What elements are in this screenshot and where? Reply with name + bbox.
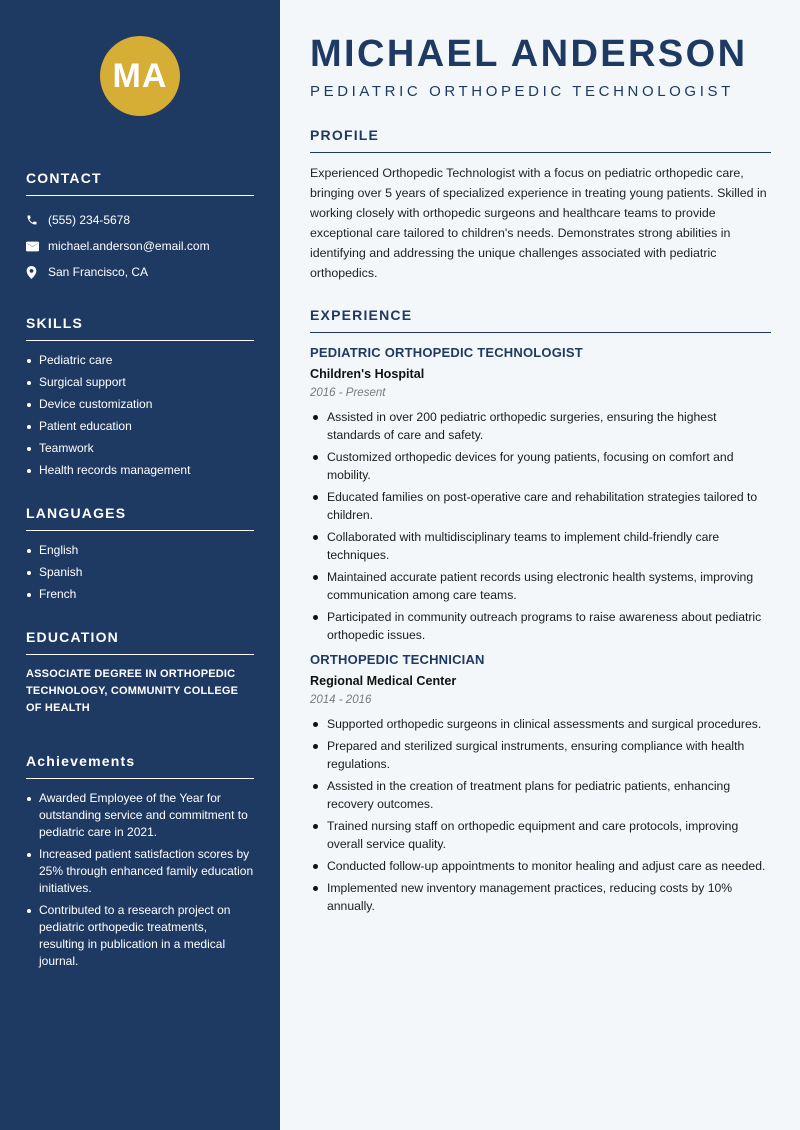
list-item: Health records management [26,462,254,479]
list-item: Assisted in the creation of treatment plans for pediatric patients, enhancing recovery outcomes. [310,777,771,813]
job-company: Children's Hospital [310,367,425,381]
avatar-initials: MA [112,56,168,95]
list-item: Maintained accurate patient records using electronic health systems, improving communication among care teams. [310,568,771,604]
list-item: Teamwork [26,440,254,457]
list-item: Supported orthopedic surgeons in clinical assessments and surgical procedures. [310,715,771,733]
profile-heading: PROFILE [310,127,771,153]
list-item: Pediatric care [26,352,254,369]
job-title: PEDIATRIC ORTHOPEDIC TECHNOLOGIST [310,345,583,360]
job-bullets [310,408,771,644]
email-icon [26,241,48,252]
contact-phone-text: (555) 234-5678 [48,213,131,227]
list-item: Spanish [26,564,254,581]
list-item: Implemented new inventory management practices, reducing costs by 10% annually. [310,879,771,915]
list-item: Increased patient satisfaction scores by 25% through enhanced family education initiatives. [26,846,254,897]
list-item: Assisted in over 200 pediatric orthopedic surgeries, ensuring the highest standards of care and safety. [310,408,771,444]
list-item: Customized orthopedic devices for young patients, focusing on comfort and mobility. [310,448,771,484]
list-item: Surgical support [26,374,254,391]
list-item: Collaborated with multidisciplinary teams to implement child-friendly care techniques. [310,528,771,564]
list-item: Conducted follow-up appointments to monitor healing and adjust care as needed. [310,857,771,875]
contact-email-text: michael.anderson@email.com [48,239,210,253]
sidebar [0,0,280,1130]
list-item: Awarded Employee of the Year for outstanding service and commitment to pediatric care in 2021. [26,790,254,841]
list-item: Contributed to a research project on pediatric orthopedic treatments, resulting in publication in a medical journal. [26,902,254,970]
phone-icon [26,214,48,226]
list-item: Device customization [26,396,254,413]
experience-heading: EXPERIENCE [310,307,771,333]
contact-email [26,233,254,259]
avatar [100,36,180,116]
contact-location [26,259,254,285]
list-item: Educated families on post-operative care and rehabilitation strategies tailored to children. [310,488,771,524]
contact-location-text: San Francisco, CA [48,265,149,279]
job-dates: 2014 - 2016 [310,694,372,706]
job-title: ORTHOPEDIC TECHNICIAN [310,652,485,667]
skills-heading: SKILLS [26,315,254,341]
job-bullets [310,715,771,915]
education-section [26,629,254,717]
education-degree: ASSOCIATE DEGREE IN ORTHOPEDIC TECHNOLOGY, COMMUNITY COLLEGE OF HEALTH [26,668,239,714]
achievements-heading: Achievements [26,753,254,779]
profile-summary: Experienced Orthopedic Technologist with a focus on pediatric orthopedic care, bringing over 5 years of specialized experience in treating young patients. Skilled in working closely with orthopedic surgeons and healthcare teams to provide exceptional care tailored to children's needs. Demonstrates strong abilities in identifying and addressing the unique challenges associated with pediatric orthopedics. [310,166,767,280]
profile-section [310,127,771,283]
languages-list [26,542,254,603]
job-entry [310,345,771,644]
contact-list [26,207,254,285]
achievements-section [26,753,254,970]
skills-list [26,352,254,479]
languages-heading: LANGUAGES [26,505,254,531]
list-item: English [26,542,254,559]
contact-section [26,170,254,285]
list-item: French [26,586,254,603]
contact-heading: CONTACT [26,170,254,196]
education-heading: EDUCATION [26,629,254,655]
experience-section [310,307,771,915]
list-item: Prepared and sterilized surgical instruments, ensuring compliance with health regulations. [310,737,771,773]
job-company: Regional Medical Center [310,674,457,688]
list-item: Participated in community outreach programs to raise awareness about pediatric orthopedic issues. [310,608,771,644]
contact-phone [26,207,254,233]
location-pin-icon [26,266,48,279]
job-headline: PEDIATRIC ORTHOPEDIC TECHNOLOGIST [310,83,734,100]
candidate-name: MICHAEL ANDERSON [310,33,748,75]
main-content [310,0,771,919]
job-entry [310,652,771,915]
languages-section [26,505,254,603]
list-item: Trained nursing staff on orthopedic equipment and care protocols, improving overall service quality. [310,817,771,853]
skills-section [26,315,254,479]
job-dates: 2016 - Present [310,387,386,399]
achievements-list [26,790,254,970]
list-item: Patient education [26,418,254,435]
